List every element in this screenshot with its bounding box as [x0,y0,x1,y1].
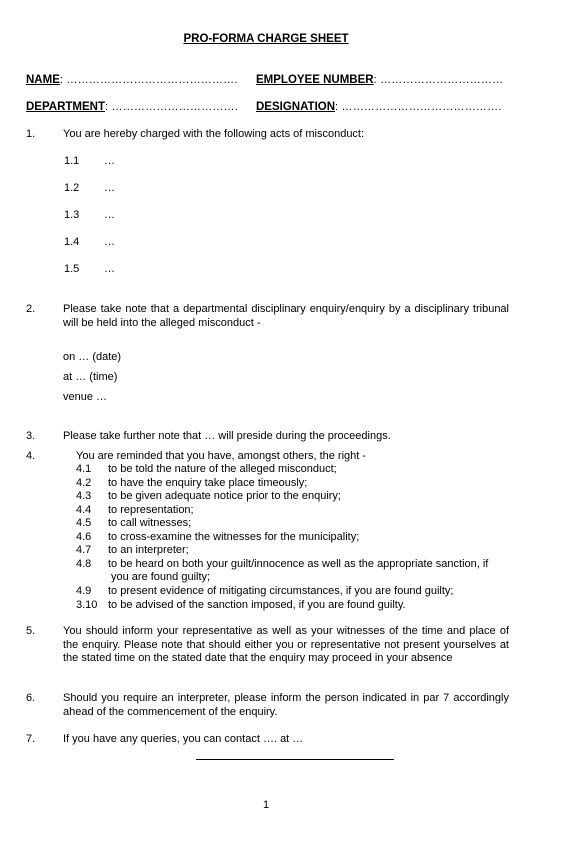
right-4-8-number: 4.8 [76,558,92,570]
right-4-1-number: 4.1 [76,463,92,475]
item-2-number: 2. [26,303,36,315]
enquiry-time: at … (time) [63,371,118,383]
page-number: 1 [262,799,270,811]
subitem-1-1-text: … [104,155,115,167]
right-4-2-text: to have the enquiry take place timeously; [108,477,308,489]
item-4-number: 4. [26,450,36,462]
subitem-1-4-text: … [104,236,115,248]
right-4-3-text: to be given adequate notice prior to the enquiry; [108,490,341,502]
right-4-5-number: 4.5 [76,517,92,529]
name-dots: : ………………………………………. [59,74,238,86]
enquiry-venue: venue … [63,391,108,403]
item-6-number: 6. [26,692,36,704]
right-4-7-number: 4.7 [76,544,92,556]
right-4-3-number: 4.3 [76,490,92,502]
right-3-10-number: 3.10 [76,599,98,611]
right-4-9-number: 4.9 [76,585,92,597]
item-7-number: 7. [26,733,36,745]
right-4-7-text: to an interpreter; [108,544,189,556]
right-4-5-text: to call witnesses; [108,517,192,529]
item-5-number: 5. [26,625,36,637]
right-4-4-number: 4.4 [76,504,92,516]
right-4-6-number: 4.6 [76,531,92,543]
subitem-1-4-number: 1.4 [64,236,80,248]
designation-field [256,101,502,113]
item-6-text: Should you require an interpreter, please inform the person indicated in par 7 accordingly ahead of the commencement of the enquiry. [63,692,509,718]
subitem-1-5-text: … [104,263,115,275]
right-3-10-text: to be advised of the sanction imposed, if you are found guilty. [108,599,406,611]
subitem-1-1-number: 1.1 [64,155,80,167]
signature-line [196,759,394,760]
right-4-8-text: to be heard on both your guilt/innocence as well as the appropriate sanction, if [108,558,489,570]
right-4-1-text: to be told the nature of the alleged misconduct; [108,463,337,475]
subitem-1-3-number: 1.3 [64,209,80,221]
subitem-1-2-number: 1.2 [64,182,80,194]
subitem-1-3-text: … [104,209,115,221]
item-1-number: 1. [26,128,36,140]
department-dots: : ……………………………. [105,101,238,113]
right-4-8-continuation: you are found guilty; [111,571,211,583]
employee-number-dots: : …………………………… [373,74,504,86]
enquiry-date: on … (date) [63,351,122,363]
name-field [26,74,238,86]
employee-number-field [256,74,503,86]
employee-number-label: EMPLOYEE NUMBER [256,74,374,86]
right-4-6-text: to cross-examine the witnesses for the municipality; [108,531,360,543]
item-4-text: You are reminded that you have, amongst others, the right - [76,450,367,462]
document-title: PRO-FORMA CHARGE SHEET [183,33,349,45]
subitem-1-2-text: … [104,182,115,194]
right-4-4-text: to representation; [108,504,194,516]
item-5-text: You should inform your representative as well as your witnesses of the time and place of the enquiry. Please note that should either you or representative not present yourselves at the stated time on the stated date that the enquiry may proceed in your absence [63,625,509,664]
subitem-1-5-number: 1.5 [64,263,80,275]
designation-label: DESIGNATION [256,101,336,113]
item-2-text: Please take note that a departmental disciplinary enquiry/enquiry by a disciplinary tribunal will be held into the alleged misconduct - [63,303,509,329]
item-1-text: You are hereby charged with the following acts of misconduct: [63,128,365,140]
right-4-2-number: 4.2 [76,477,92,489]
item-3-number: 3. [26,430,36,442]
right-4-9-text: to present evidence of mitigating circumstances, if you are found guilty; [108,585,454,597]
department-label: DEPARTMENT [26,101,106,113]
name-label: NAME [26,74,60,86]
designation-dots: : ……………………………………. [335,101,502,113]
department-field [26,101,238,113]
item-7-text: If you have any queries, you can contact …. at … [63,733,304,745]
item-3-text: Please take further note that … will preside during the proceedings. [63,430,391,442]
